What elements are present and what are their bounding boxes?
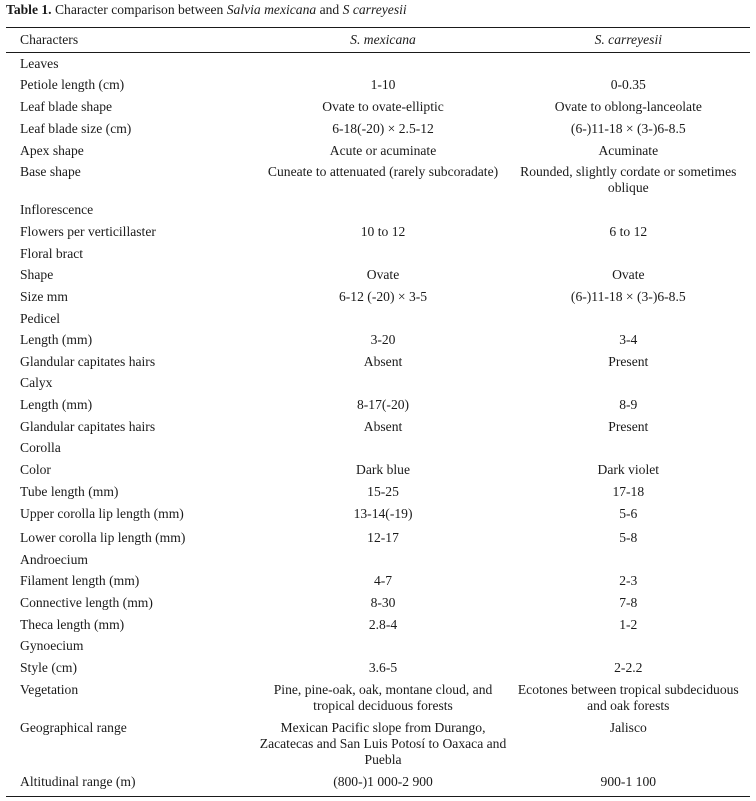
row-value-s-mexicana: Acute or acuminate xyxy=(329,143,437,158)
row-character: Theca length (mm) xyxy=(20,617,125,632)
row-value-s-carreyesii xyxy=(507,548,750,569)
row-value-s-mexicana: 8-17(-20) xyxy=(356,397,410,412)
row-value-s-mexicana: 10 to 12 xyxy=(360,224,406,239)
table-row xyxy=(6,117,750,139)
row-value-s-mexicana: Mexican Pacific slope from Durango, Zacatecas and San Luis Potosí to Oaxaca and Puebla xyxy=(259,720,507,767)
row-value-s-carreyesii xyxy=(507,242,750,263)
table-row xyxy=(6,285,750,307)
row-value-s-carreyesii: 2-3 xyxy=(619,573,638,588)
header-row xyxy=(6,28,750,52)
row-value-s-carreyesii: Ecotones between tropical subdeciduous and oak forests xyxy=(517,682,739,713)
row-value-s-carreyesii: Dark violet xyxy=(597,462,660,477)
row-value-s-carreyesii: 5-6 xyxy=(619,506,638,521)
row-value-s-mexicana: 1-10 xyxy=(370,77,396,92)
row-character: Connective length (mm) xyxy=(20,595,153,610)
row-character: Tube length (mm) xyxy=(20,484,119,499)
row-character: Color xyxy=(20,462,51,477)
row-value-s-mexicana: 6-18(-20) × 2.5-12 xyxy=(332,121,434,136)
row-value-s-mexicana xyxy=(259,371,506,393)
row-value-s-carreyesii: 17-18 xyxy=(612,484,645,499)
table-row xyxy=(6,52,750,73)
row-character: Inflorescence xyxy=(20,202,94,217)
row-value-s-carreyesii: Ovate to oblong-lanceolate xyxy=(554,99,702,114)
row-value-s-mexicana: 3.6-5 xyxy=(368,660,398,675)
table-row xyxy=(6,716,750,770)
table-row xyxy=(6,548,750,569)
table-row xyxy=(6,350,750,371)
row-value-s-carreyesii: 5-8 xyxy=(619,530,638,545)
row-value-s-mexicana xyxy=(259,548,506,569)
bottom-rule xyxy=(6,796,750,797)
row-character: Corolla xyxy=(20,440,61,455)
caption-species-b: S carreyesii xyxy=(342,2,407,17)
table-row xyxy=(6,436,750,458)
row-value-s-carreyesii: (6-)11-18 × (3-)6-8.5 xyxy=(570,289,686,304)
row-value-s-mexicana: Pine, pine-oak, oak, montane cloud, and tropical deciduous forests xyxy=(273,682,493,713)
row-value-s-mexicana xyxy=(259,198,506,220)
row-character: Geographical range xyxy=(20,720,127,735)
row-value-s-carreyesii: 7-8 xyxy=(619,595,638,610)
table-row xyxy=(6,139,750,160)
row-value-s-carreyesii: 8-9 xyxy=(619,397,638,412)
row-character: Size mm xyxy=(20,289,68,304)
row-value-s-carreyesii: 1-2 xyxy=(619,617,638,632)
row-value-s-mexicana: Absent xyxy=(363,419,403,434)
row-value-s-mexicana: 8-30 xyxy=(370,595,396,610)
row-character: Androecium xyxy=(20,552,88,567)
header-characters: Characters xyxy=(20,32,79,47)
row-character: Length (mm) xyxy=(20,332,93,347)
table-row xyxy=(6,393,750,415)
row-character: Glandular capitates hairs xyxy=(20,419,156,434)
row-character: Pedicel xyxy=(20,311,61,326)
row-value-s-mexicana: 13-14(-19) xyxy=(353,506,413,521)
row-value-s-mexicana: Cuneate to attenuated (rarely subcoradate) xyxy=(267,164,499,179)
table-row xyxy=(6,73,750,95)
row-character: Floral bract xyxy=(20,246,84,261)
table-row xyxy=(6,220,750,242)
row-value-s-carreyesii: Jalisco xyxy=(609,720,647,735)
table-row xyxy=(6,328,750,350)
row-character: Shape xyxy=(20,267,54,282)
table-row xyxy=(6,307,750,328)
row-value-s-carreyesii: 900-1 100 xyxy=(600,774,657,789)
table-row xyxy=(6,678,750,716)
row-value-s-mexicana xyxy=(259,307,506,328)
caption-species-a: Salvia mexicana xyxy=(226,2,317,17)
row-value-s-carreyesii: 6 to 12 xyxy=(609,224,648,239)
row-value-s-mexicana: 6-12 (-20) × 3-5 xyxy=(338,289,428,304)
table-caption xyxy=(6,1,407,19)
row-value-s-mexicana: 4-7 xyxy=(373,573,393,588)
row-value-s-mexicana: Ovate to ovate-elliptic xyxy=(322,99,444,114)
row-character: Apex shape xyxy=(20,143,84,158)
row-character: Upper corolla lip length (mm) xyxy=(20,506,184,521)
row-character: Petiole length (cm) xyxy=(20,77,125,92)
row-value-s-carreyesii xyxy=(507,371,750,393)
table-body xyxy=(6,52,750,794)
row-value-s-carreyesii xyxy=(507,436,750,458)
table-row xyxy=(6,242,750,263)
row-value-s-mexicana xyxy=(259,242,506,263)
row-character: Altitudinal range (m) xyxy=(20,774,136,789)
row-character: Leaf blade shape xyxy=(20,99,113,114)
table-row xyxy=(6,263,750,285)
table-row xyxy=(6,415,750,436)
row-value-s-mexicana: Dark blue xyxy=(356,462,411,477)
row-character: Length (mm) xyxy=(20,397,93,412)
row-value-s-mexicana: Ovate xyxy=(366,267,400,282)
row-character: Lower corolla lip length (mm) xyxy=(20,530,186,545)
row-value-s-carreyesii: (6-)11-18 × (3-)6-8.5 xyxy=(570,121,686,136)
row-value-s-mexicana: 2.8-4 xyxy=(368,617,398,632)
row-character: Calyx xyxy=(20,375,53,390)
row-value-s-mexicana: 15-25 xyxy=(367,484,399,499)
row-value-s-carreyesii: Ovate xyxy=(612,267,645,282)
row-value-s-carreyesii: Acuminate xyxy=(598,143,659,158)
row-value-s-carreyesii xyxy=(507,52,750,73)
table-row xyxy=(6,160,750,198)
table-row xyxy=(6,95,750,117)
row-character: Vegetation xyxy=(20,682,79,697)
caption-text-mid: and xyxy=(316,2,343,17)
row-value-s-carreyesii: Present xyxy=(608,419,649,434)
table-row xyxy=(6,371,750,393)
row-value-s-mexicana: 3-20 xyxy=(370,332,396,347)
row-character: Base shape xyxy=(20,164,81,179)
row-character: Gynoecium xyxy=(20,638,84,653)
caption-text-before: Character comparison between xyxy=(51,2,227,17)
header-s-mexicana: S. mexicana xyxy=(350,32,416,47)
row-value-s-mexicana: 12-17 xyxy=(367,530,399,545)
table-row xyxy=(6,526,750,548)
table-row xyxy=(6,634,750,656)
row-character: Style (cm) xyxy=(20,660,78,675)
table-row xyxy=(6,480,750,502)
comparison-table xyxy=(6,28,750,794)
row-value-s-carreyesii: 0-0.35 xyxy=(610,77,646,92)
row-value-s-mexicana xyxy=(259,436,506,458)
table-row xyxy=(6,458,750,480)
caption-label: Table 1. xyxy=(6,2,52,17)
row-character: Leaves xyxy=(20,56,59,71)
table-row xyxy=(6,591,750,613)
row-value-s-mexicana: Absent xyxy=(363,354,403,369)
table-row xyxy=(6,569,750,591)
row-value-s-carreyesii: Present xyxy=(608,354,649,369)
row-value-s-mexicana xyxy=(259,634,506,656)
row-value-s-carreyesii: 3-4 xyxy=(619,332,638,347)
row-value-s-carreyesii xyxy=(507,634,750,656)
table-row xyxy=(6,656,750,678)
table-row xyxy=(6,770,750,794)
row-value-s-carreyesii xyxy=(507,307,750,328)
row-character: Glandular capitates hairs xyxy=(20,354,156,369)
row-value-s-mexicana: (800-)1 000-2 900 xyxy=(333,774,433,789)
header-s-carreyesii: S. carreyesii xyxy=(594,32,663,47)
row-value-s-carreyesii xyxy=(507,198,750,220)
table-row xyxy=(6,613,750,634)
row-character: Filament length (mm) xyxy=(20,573,140,588)
row-character: Leaf blade size (cm) xyxy=(20,121,132,136)
row-value-s-carreyesii: Rounded, slightly cordate or sometimes oblique xyxy=(520,164,737,195)
row-value-s-mexicana xyxy=(259,52,506,73)
row-value-s-carreyesii: 2-2.2 xyxy=(614,660,643,675)
row-character: Flowers per verticillaster xyxy=(20,224,156,239)
table-row xyxy=(6,502,750,526)
table-row xyxy=(6,198,750,220)
